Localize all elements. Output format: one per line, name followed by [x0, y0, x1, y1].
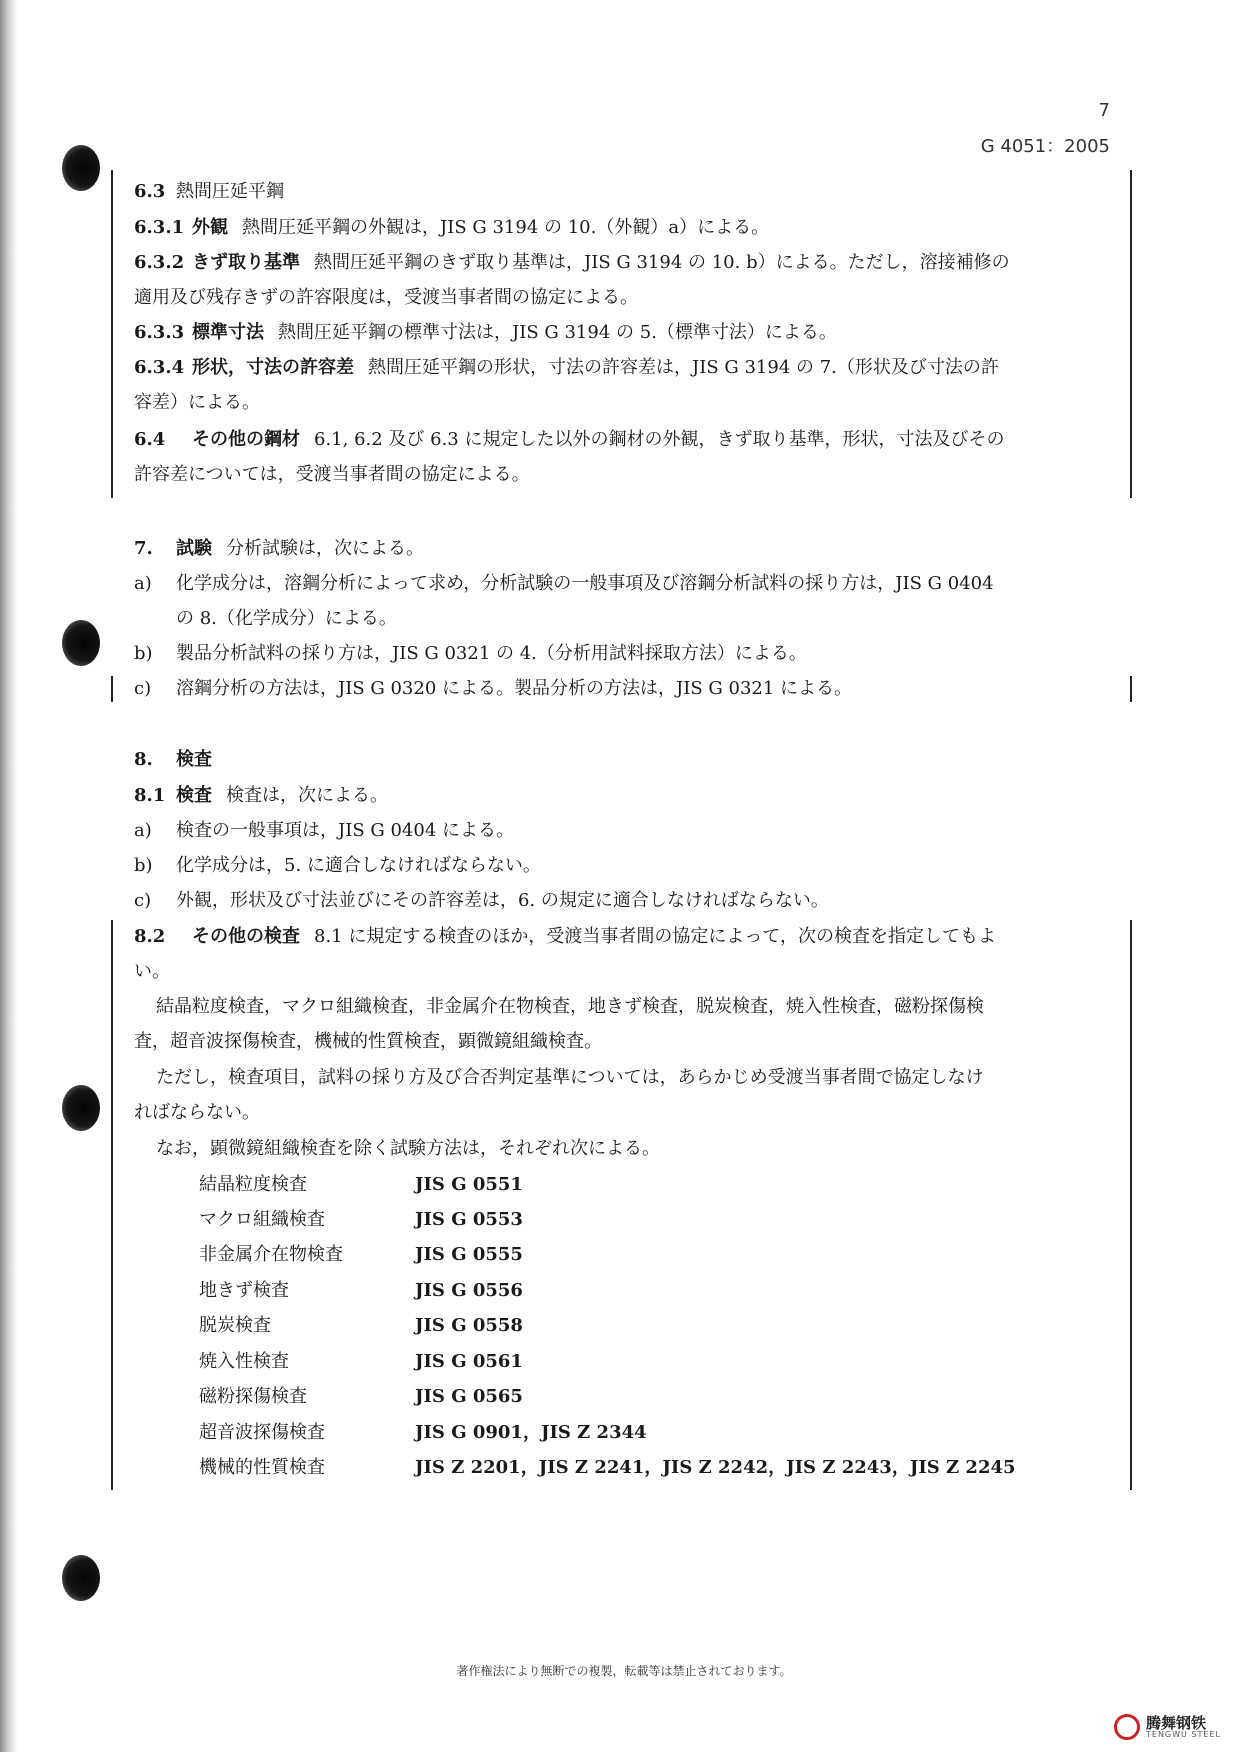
section-7-heading: 7. 試験 分析試験は，次による。: [134, 538, 424, 559]
paragraph-1: 結晶粒度検査，マクロ組織検査，非金属介在物検査，地きず検査，脱炭検査，焼入性検査，磁粉探傷検: [156, 996, 984, 1017]
section-8-1-item-c: c) 外観，形状及び寸法並びにその許容差は，6. の規定に適合しなければならない。: [134, 890, 829, 911]
method-standard: JIS G 0561: [415, 1351, 523, 1372]
paragraph-2: ただし，検査項目，試料の採り方及び合否判定基準については，あらかじめ受渡当事者間で協定しなけ: [156, 1067, 984, 1088]
section-8-2-heading: 8.2 その他の検査 8.1 に規定する検査のほか，受渡当事者間の協定によって，次の検査を指定してもよ: [134, 926, 996, 947]
logo-subtitle: TENGWU STEEL: [1146, 1730, 1221, 1739]
section-8-1-item-a: a) 検査の一般事項は，JIS G 0404 による。: [134, 820, 515, 841]
logo-name: 腾舞钢铁: [1146, 1714, 1207, 1732]
standard-code: G 4051：2005: [980, 136, 1110, 157]
method-name: 非金属介在物検査: [199, 1244, 343, 1265]
method-standard: JIS G 0901，JIS Z 2344: [415, 1422, 647, 1443]
paragraph-3: なお，顕微鏡組織検査を除く試験方法は，それぞれ次による。: [156, 1138, 660, 1159]
binder-hole: [62, 1555, 100, 1601]
method-standard: JIS G 0556: [415, 1280, 523, 1301]
section-6-3-4: 6.3.4 形状，寸法の許容差 熱間圧延平鋼の形状，寸法の許容差は，JIS G 3194 の 7.（形状及び寸法の許: [134, 357, 999, 378]
method-name: 超音波探傷検査: [199, 1422, 325, 1443]
method-name: 地きず検査: [199, 1280, 289, 1301]
watermark-logo: [1114, 1712, 1226, 1742]
section-8-1-heading: 8.1 検査 検査は，次による。: [134, 785, 388, 806]
section-6-3-2: 6.3.2 きず取り基準 熱間圧延平鋼のきず取り基準は，JIS G 3194 の 10. b）による。ただし，溶接補修の: [134, 252, 1010, 273]
section-8-heading: 8. 検査: [134, 749, 212, 770]
method-standard: JIS G 0553: [415, 1209, 523, 1230]
method-standard: JIS G 0565: [415, 1386, 523, 1407]
section-8-1-item-b: b) 化学成分は，5. に適合しなければならない。: [134, 855, 541, 876]
change-bar-right: [1130, 676, 1132, 702]
section-6-3-2-cont: 適用及び残存きずの許容限度は，受渡当事者間の協定による。: [134, 287, 638, 308]
method-standard: JIS Z 2201，JIS Z 2241，JIS Z 2242，JIS Z 2243，JIS Z 2245: [415, 1457, 1016, 1478]
section-7-item-b: b) 製品分析試料の採り方は，JIS G 0321 の 4.（分析用試料採取方法）による。: [134, 643, 807, 664]
change-bar-left: [111, 920, 113, 1490]
section-6-3-1: 6.3.1 外観 熱間圧延平鋼の外観は，JIS G 3194 の 10.（外観）a）による。: [134, 217, 770, 238]
section-7-item-a: a) 化学成分は，溶鋼分析によって求め，分析試験の一般事項及び溶鋼分析試料の採り方は，JIS G 0404: [134, 573, 994, 594]
section-6-3-3: 6.3.3 標準寸法 熱間圧延平鋼の標準寸法は，JIS G 3194 の 5.（標準寸法）による。: [134, 322, 837, 343]
method-standard: JIS G 0551: [415, 1174, 523, 1195]
section-6-3-4-cont: 容差）による。: [134, 392, 260, 413]
method-name: 焼入性検査: [199, 1351, 289, 1372]
page-edge-shadow: [0, 0, 18, 1752]
change-bar-left: [111, 676, 113, 702]
method-standard: JIS G 0555: [415, 1244, 523, 1265]
method-name: マクロ組織検査: [199, 1209, 325, 1230]
method-name: 結晶粒度検査: [199, 1174, 307, 1195]
change-bar-left: [111, 170, 113, 498]
paragraph-1-cont: 査，超音波探傷検査，機械的性質検査，顕微鏡組織検査。: [134, 1031, 602, 1052]
section-6-4-cont: 許容差については，受渡当事者間の協定による。: [134, 464, 530, 485]
section-8-2-cont: い。: [134, 961, 170, 982]
section-6-4: 6.4 その他の鋼材 6.1, 6.2 及び 6.3 に規定した以外の鋼材の外観，きず取り基準，形状，寸法及びその: [134, 429, 1005, 450]
section-7-item-a-cont: の 8.（化学成分）による。: [176, 608, 397, 629]
paragraph-2-cont: ればならない。: [134, 1102, 260, 1123]
method-standard: JIS G 0558: [415, 1315, 523, 1336]
binder-hole: [62, 620, 100, 666]
copyright-notice: 著作権法により無断での複製，転載等は禁止されております。: [456, 1664, 792, 1678]
method-name: 脱炭検査: [199, 1315, 271, 1336]
binder-hole: [62, 145, 100, 191]
logo-mark-icon: [1114, 1714, 1140, 1740]
method-name: 磁粉探傷検査: [199, 1386, 307, 1407]
section-7-item-c: c) 溶鋼分析の方法は，JIS G 0320 による。製品分析の方法は，JIS G 0321 による。: [134, 678, 853, 699]
section-6-3-heading: 6.3 熱間圧延平鋼: [134, 181, 284, 202]
binder-hole: [62, 1085, 100, 1131]
change-bar-right: [1130, 170, 1132, 498]
method-name: 機械的性質検査: [199, 1457, 325, 1478]
page-number: 7: [1098, 100, 1110, 121]
